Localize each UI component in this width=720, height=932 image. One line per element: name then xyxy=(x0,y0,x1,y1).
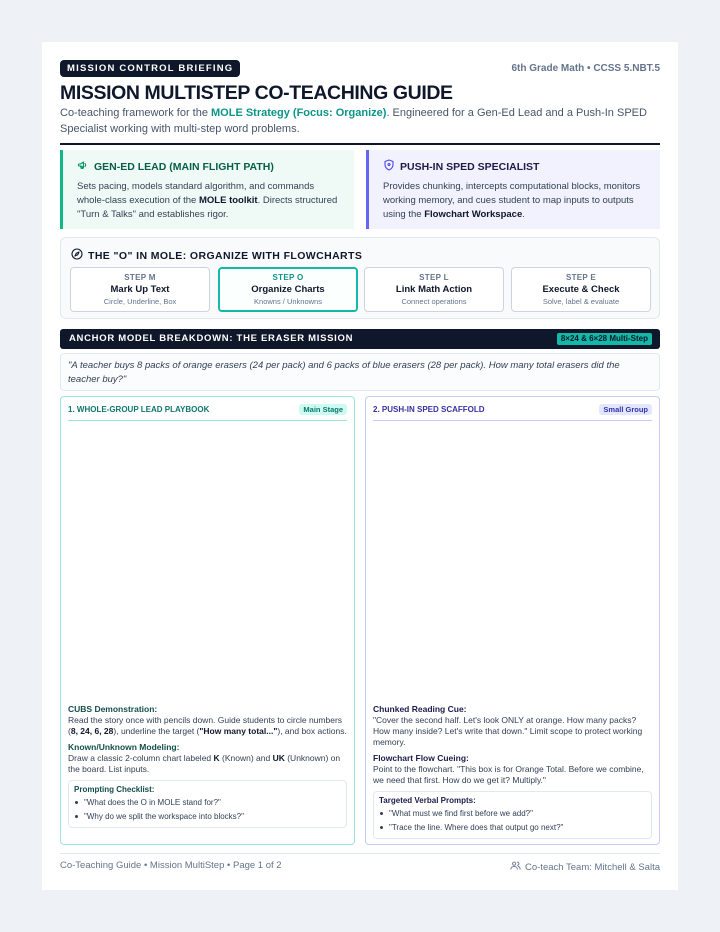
page-title: MISSION MULTISTEP CO-TEACHING GUIDE xyxy=(60,82,453,104)
prompting-checklist xyxy=(68,780,347,828)
lead-role-title: GEN-ED LEAD (MAIN FLIGHT PATH) xyxy=(94,160,274,173)
flowchart-cue-heading: Flowchart Flow Cueing: xyxy=(373,753,469,763)
mole-title: THE "O" IN MOLE: ORGANIZE WITH FLOWCHARTS xyxy=(88,249,363,262)
list-item: "Why do we split the workspace into blocks?" xyxy=(74,810,341,824)
list-item: "What does the O in MOLE stand for?" xyxy=(74,796,341,810)
verbal-prompts-list xyxy=(373,791,652,839)
footer-info: Co-Teaching Guide • Mission MultiStep • Page 1 of 2 xyxy=(60,860,282,871)
list-item: "Trace the line. Where does that output go next?" xyxy=(379,821,646,835)
footer-divider xyxy=(60,853,660,854)
guide-page xyxy=(42,42,678,890)
step-l-card: STEP L Link Math Action Connect operations xyxy=(364,267,504,312)
word-problem: "A teacher buys 8 packs of orange erasers (24 per pack) and 6 packs of blue erasers (28 per pack). How many total erasers did the teacher buy?" xyxy=(60,353,660,391)
grade-standard: 6th Grade Math • CCSS 5.NBT.5 xyxy=(511,63,660,74)
strategy-highlight: MOLE Strategy (Focus: Organize) xyxy=(211,107,387,119)
small-group-tag: Small Group xyxy=(599,404,652,415)
footer-team xyxy=(510,860,660,874)
checklist-heading: Prompting Checklist: xyxy=(74,785,155,794)
sped-role-title: PUSH-IN SPED SPECIALIST xyxy=(400,160,540,173)
shield-icon xyxy=(383,159,395,174)
sped-role-text: Provides chunking, intercepts computational blocks, monitors working memory, and cues student to map inputs to outputs using the Flowchart Workspace. xyxy=(383,181,641,220)
step-m-card: STEP M Mark Up Text Circle, Underline, Box xyxy=(70,267,210,312)
lead-column-title: 1. WHOLE-GROUP LEAD PLAYBOOK xyxy=(68,405,210,414)
lead-role-text: Sets pacing, models standard algorithm, and commands whole-class execution of the MOLE toolkit. Directs structured "Turn & Talks" and establishes rigor. xyxy=(77,181,338,220)
lead-role-card xyxy=(60,150,354,229)
chunked-reading-text: "Cover the second half. Let's look ONLY at orange. How many packs? How many inside? Let's write that down." Limit scope to protect working memory. xyxy=(373,715,643,747)
users-icon xyxy=(510,860,521,874)
intro-text: Co-teaching framework for the MOLE Strategy (Focus: Organize). Engineered for a Gen-Ed Lead and a Push-In SPED Specialist working with multi-step word problems. xyxy=(60,107,647,135)
step-e-card: STEP E Execute & Check Solve, label & evaluate xyxy=(511,267,651,312)
list-item: "What must we find first before we add?" xyxy=(379,807,646,821)
sped-role-card xyxy=(366,150,660,229)
sped-column-title: 2. PUSH-IN SPED SCAFFOLD xyxy=(373,405,485,414)
step-o-card: STEP O Organize Charts Knowns / Unknowns xyxy=(218,267,358,312)
anchor-title: ANCHOR MODEL BREAKDOWN: THE ERASER MISSION xyxy=(69,333,354,344)
cubs-text: Read the story once with pencils down. Guide students to circle numbers (8, 24, 6, 28), underline the target ("How many total..."), and box actions. xyxy=(68,715,347,736)
anchor-bar xyxy=(60,329,660,349)
megaphone-icon xyxy=(77,159,89,174)
verbal-prompts-heading: Targeted Verbal Prompts: xyxy=(379,796,476,805)
lead-playbook-column xyxy=(60,396,355,845)
flowchart-cue-text: Point to the flowchart. "This box is for Orange Total. Before we combine, we need that first. How do we get it? Multiply." xyxy=(373,764,644,785)
header-divider xyxy=(60,143,660,145)
briefing-badge: MISSION CONTROL BRIEFING xyxy=(60,60,240,77)
mole-panel xyxy=(60,237,660,319)
sped-scaffold-column xyxy=(365,396,660,845)
cubs-heading: CUBS Demonstration: xyxy=(68,704,158,714)
team-label: Co-teach Team: Mitchell & Salta xyxy=(525,861,660,873)
anchor-tag: 8×24 & 6×28 Multi-Step xyxy=(557,333,652,345)
main-stage-tag: Main Stage xyxy=(299,404,347,415)
compass-icon xyxy=(71,248,83,263)
known-unknown-text: Draw a classic 2-column chart labeled K (Known) and UK (Unknown) on the board. List inputs. xyxy=(68,753,341,774)
chunked-reading-heading: Chunked Reading Cue: xyxy=(373,704,467,714)
known-unknown-heading: Known/Unknown Modeling: xyxy=(68,742,180,752)
